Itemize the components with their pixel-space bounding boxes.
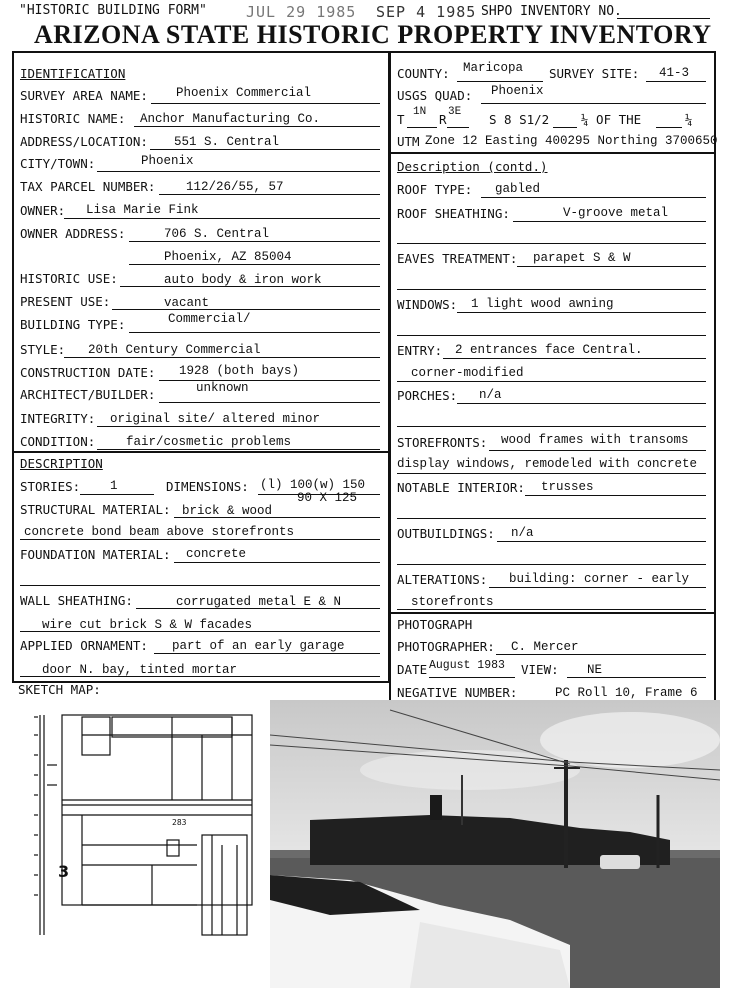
owner-address-line2: Phoenix, AZ 85004	[164, 250, 292, 264]
wall-sheathing-label: WALL SHEATHING:	[20, 593, 133, 608]
township-label: T	[397, 112, 405, 127]
county-value: Maricopa	[463, 61, 524, 75]
present-use-label: PRESENT USE:	[20, 294, 111, 309]
sketch-map	[22, 705, 267, 945]
building-photo	[270, 700, 720, 988]
shpo-number-line	[617, 18, 710, 19]
applied-ornament-value-2: door N. bay, tinted mortar	[42, 663, 238, 677]
tax-parcel-value: 112/26/55, 57	[186, 180, 284, 194]
dimensions-value-1: (l) 100(w) 150	[260, 478, 366, 492]
porches-label: PORCHES:	[397, 388, 458, 403]
notable-interior-label: NOTABLE INTERIOR:	[397, 480, 525, 495]
location-section	[389, 51, 716, 154]
received-stamp-1: JUL 29 1985	[246, 3, 357, 21]
condition-label: CONDITION:	[20, 434, 96, 449]
storefronts-value-2: display windows, remodeled with concrete	[397, 457, 698, 471]
storefronts-value-1: wood frames with transoms	[501, 433, 689, 447]
stories-value: 1	[110, 479, 118, 493]
integrity-label: INTEGRITY:	[20, 411, 96, 426]
owner-value: Lisa Marie Fink	[86, 203, 199, 217]
roof-sheathing-label: ROOF SHEATHING:	[397, 206, 510, 221]
page-title: ARIZONA STATE HISTORIC PROPERTY INVENTORY	[34, 20, 712, 49]
integrity-value: original site/ altered minor	[110, 412, 321, 426]
address-label: ADDRESS/LOCATION:	[20, 134, 148, 149]
outbuildings-label: OUTBUILDINGS:	[397, 526, 495, 541]
owner-address-line1: 706 S. Central	[164, 227, 270, 241]
structural-material-value-2: concrete bond beam above storefronts	[24, 525, 295, 539]
description-heading: DESCRIPTION	[20, 456, 103, 471]
alterations-label: ALTERATIONS:	[397, 572, 488, 587]
city-label: CITY/TOWN:	[20, 156, 96, 171]
foundation-label: FOUNDATION MATERIAL:	[20, 547, 171, 562]
windows-value: 1 light wood awning	[471, 297, 614, 311]
wall-sheathing-value-2: wire cut brick S & W facades	[42, 618, 253, 632]
wall-sheathing-value-1: corrugated metal E & N	[176, 595, 342, 609]
sketch-map-street-number: 283	[172, 818, 187, 827]
roof-type-value: gabled	[495, 182, 541, 196]
style-value: 20th Century Commercial	[88, 343, 261, 357]
alterations-value-1: building: corner - early	[509, 572, 690, 586]
usgs-quad-value: Phoenix	[491, 84, 544, 98]
sketch-map-lot-number: 3	[58, 862, 70, 881]
photo-date-label: DATE	[397, 662, 428, 677]
construction-date-label: CONSTRUCTION DATE:	[20, 365, 156, 380]
usgs-quad-label: USGS QUAD:	[397, 88, 473, 103]
outbuildings-value: n/a	[511, 526, 534, 540]
historic-name-label: HISTORIC NAME:	[20, 111, 126, 126]
sketch-map-label: SKETCH MAP:	[18, 682, 101, 697]
entry-label: ENTRY:	[397, 343, 443, 358]
architect-value: unknown	[196, 381, 249, 395]
quarter-label-2: ¼	[685, 112, 693, 127]
entry-value-2: corner-modified	[411, 366, 524, 380]
quarter-label: ¼ OF THE	[581, 112, 642, 127]
structural-material-value-1: brick & wood	[182, 504, 273, 518]
historic-use-label: HISTORIC USE:	[20, 271, 118, 286]
historic-use-value: auto body & iron work	[164, 273, 322, 287]
entry-value-1: 2 entrances face Central.	[455, 343, 643, 357]
range-label: R	[439, 112, 447, 127]
building-type-label: BUILDING TYPE:	[20, 317, 126, 332]
historic-name-value: Anchor Manufacturing Co.	[140, 112, 321, 126]
building-photo-image	[270, 700, 720, 988]
survey-site-value: 41-3	[659, 66, 690, 80]
roof-type-label: ROOF TYPE:	[397, 182, 473, 197]
owner-label: OWNER:	[20, 203, 66, 218]
eaves-label: EAVES TREATMENT:	[397, 251, 518, 266]
eaves-value: parapet S & W	[533, 251, 631, 265]
construction-date-value: 1928 (both bays)	[179, 364, 300, 378]
photo-date-value: August 1983	[429, 659, 505, 672]
photograph-heading: PHOTOGRAPH	[397, 617, 473, 632]
address-value: 551 S. Central	[174, 135, 280, 149]
structural-material-label: STRUCTURAL MATERIAL:	[20, 502, 171, 517]
range-value: 3E	[448, 106, 462, 118]
architect-label: ARCHITECT/BUILDER:	[20, 387, 156, 402]
form-label: "HISTORIC BUILDING FORM"	[19, 3, 207, 18]
applied-ornament-label: APPLIED ORNAMENT:	[20, 638, 148, 653]
sketch-map-drawing	[22, 705, 267, 945]
porches-value: n/a	[479, 388, 502, 402]
survey-area-label: SURVEY AREA NAME:	[20, 88, 148, 103]
dimensions-label: DIMENSIONS:	[166, 479, 249, 494]
alterations-value-2: storefronts	[411, 595, 494, 609]
present-use-value: vacant	[164, 296, 210, 310]
identification-heading: IDENTIFICATION	[20, 66, 126, 81]
negative-number-value: PC Roll 10, Frame 6	[555, 686, 698, 700]
stories-label: STORIES:	[20, 479, 81, 494]
view-value: NE	[587, 663, 603, 677]
description-contd-heading: Description (contd.)	[397, 159, 548, 174]
applied-ornament-value-1: part of an early garage	[172, 639, 345, 653]
utm-label: UTM	[397, 134, 420, 149]
survey-area-value: Phoenix Commercial	[176, 86, 312, 100]
style-label: STYLE:	[20, 342, 66, 357]
condition-value: fair/cosmetic problems	[126, 435, 292, 449]
shpo-label: SHPO INVENTORY NO.	[481, 4, 622, 19]
description-contd-section	[389, 152, 716, 614]
description-section	[12, 451, 390, 683]
notable-interior-value: trusses	[541, 480, 594, 494]
survey-site-label: SURVEY SITE:	[549, 66, 640, 81]
received-stamp-2: SEP 4 1985	[376, 3, 477, 21]
negative-number-label: NEGATIVE NUMBER:	[397, 685, 518, 700]
storefronts-label: STOREFRONTS:	[397, 435, 488, 450]
identification-section	[12, 51, 390, 453]
windows-label: WINDOWS:	[397, 297, 458, 312]
view-label: VIEW:	[521, 662, 559, 677]
county-label: COUNTY:	[397, 66, 450, 81]
owner-address-label: OWNER ADDRESS:	[20, 226, 126, 241]
city-value: Phoenix	[141, 154, 194, 168]
photograph-section	[389, 612, 716, 702]
section-value: S 8 S1/2	[489, 112, 550, 127]
photographer-value: C. Mercer	[511, 640, 579, 654]
utm-value: Zone 12 Easting 400295 Northing 3700650	[425, 134, 718, 148]
roof-sheathing-value: V-groove metal	[563, 206, 669, 220]
dimensions-value-2: 90 X 125	[297, 491, 358, 505]
foundation-value: concrete	[186, 547, 247, 561]
building-type-value: Commercial/	[168, 312, 251, 326]
photographer-label: PHOTOGRAPHER:	[397, 639, 495, 654]
township-value: 1N	[413, 106, 427, 118]
tax-parcel-label: TAX PARCEL NUMBER:	[20, 179, 156, 194]
